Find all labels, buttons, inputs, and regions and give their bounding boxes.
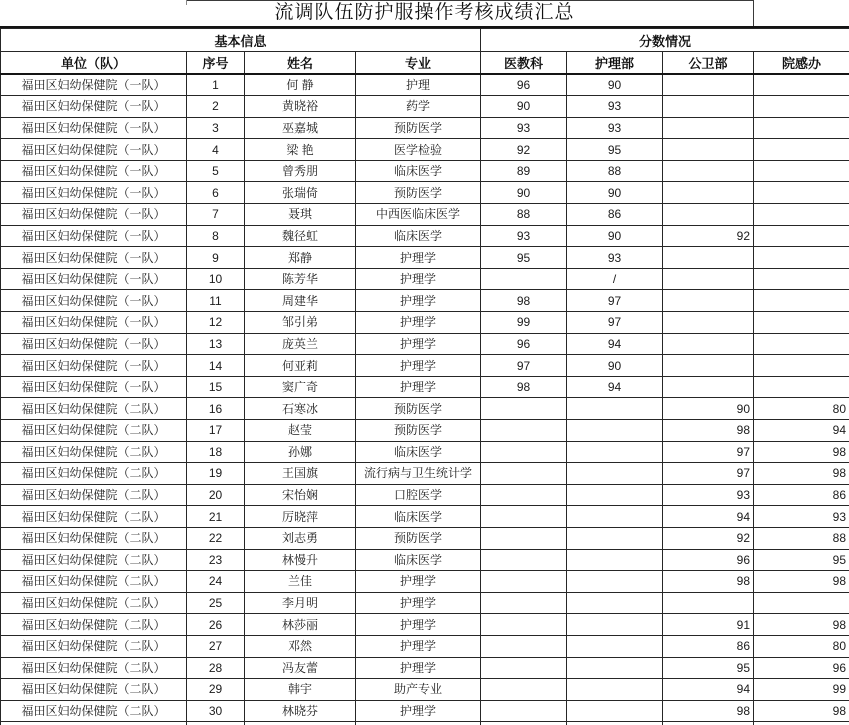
cell-hulibu[interactable] [567, 463, 663, 485]
cell-yuanganban[interactable] [754, 182, 849, 204]
cell-name[interactable]: 张瑞倚 [245, 182, 356, 204]
col-header-name: 姓名 [245, 52, 356, 75]
cell-unit[interactable]: 福田区妇幼保健院（一队） [1, 290, 187, 312]
cell-yuanganban[interactable] [754, 117, 849, 139]
cell-yijiaoke[interactable]: 96 [481, 333, 567, 355]
cell-yijiaoke[interactable] [481, 571, 567, 593]
cell-name[interactable]: 何 静 [245, 74, 356, 96]
cell-yuanganban[interactable] [754, 96, 849, 118]
cell-serial[interactable]: 24 [187, 571, 245, 593]
cell-unit[interactable]: 福田区妇幼保健院（二队） [1, 592, 187, 614]
cell-unit[interactable]: 福田区妇幼保健院（一队） [1, 96, 187, 118]
cell-hulibu[interactable] [567, 420, 663, 442]
cell-gongweibu[interactable] [663, 96, 754, 118]
cell-name[interactable]: 林晓芬 [245, 700, 356, 722]
cell-name[interactable]: 黄晓裕 [245, 96, 356, 118]
cell-gongweibu[interactable]: 92 [663, 527, 754, 549]
cell-yijiaoke[interactable]: 98 [481, 290, 567, 312]
cell-gongweibu[interactable] [663, 247, 754, 269]
cell-major[interactable]: 护理学 [356, 592, 481, 614]
cell-name[interactable]: 魏径虹 [245, 225, 356, 247]
cell-major[interactable]: 护理学 [356, 635, 481, 657]
cell-gongweibu[interactable] [663, 117, 754, 139]
cell-name[interactable]: 王国旗 [245, 463, 356, 485]
cell-gongweibu[interactable] [663, 74, 754, 96]
cell-gongweibu[interactable] [663, 182, 754, 204]
cell-gongweibu[interactable]: 91 [663, 614, 754, 636]
cell-name[interactable]: 曾秀朋 [245, 160, 356, 182]
cell-gongweibu[interactable]: 93 [663, 484, 754, 506]
cell-major[interactable]: 护理学 [356, 614, 481, 636]
table-row [1, 614, 849, 636]
table-row [1, 549, 849, 571]
cell-hulibu[interactable]: 90 [567, 74, 663, 96]
cell-yijiaoke[interactable] [481, 268, 567, 290]
cell-major[interactable]: 护理学 [356, 571, 481, 593]
column-header-row [1, 52, 849, 75]
cell-hulibu[interactable]: 93 [567, 247, 663, 269]
cell-gongweibu[interactable]: 90 [663, 398, 754, 420]
cell-serial[interactable]: 10 [187, 268, 245, 290]
cell-hulibu[interactable]: 94 [567, 376, 663, 398]
cell-yijiaoke[interactable] [481, 441, 567, 463]
cell-hulibu[interactable]: 94 [567, 333, 663, 355]
cell-yijiaoke[interactable]: 98 [481, 376, 567, 398]
cell-major[interactable]: 临床医学 [356, 506, 481, 528]
cell-yijiaoke[interactable] [481, 527, 567, 549]
cell-major[interactable]: 药学 [356, 96, 481, 118]
cell-unit[interactable]: 福田区妇幼保健院（一队） [1, 225, 187, 247]
cell-name[interactable]: 邓然 [245, 635, 356, 657]
cell-serial[interactable]: 30 [187, 700, 245, 722]
cell-gongweibu[interactable] [663, 204, 754, 226]
cell-hulibu[interactable] [567, 441, 663, 463]
cell-name[interactable]: 李月明 [245, 592, 356, 614]
cell-unit[interactable]: 福田区妇幼保健院（二队） [1, 614, 187, 636]
cell-unit[interactable]: 福田区妇幼保健院（一队） [1, 74, 187, 96]
cell-serial[interactable]: 22 [187, 527, 245, 549]
cell-yijiaoke[interactable]: 90 [481, 96, 567, 118]
cell-serial[interactable]: 28 [187, 657, 245, 679]
cell-major[interactable]: 护理 [356, 74, 481, 96]
table-row [1, 635, 849, 657]
cell-gongweibu[interactable]: 96 [663, 549, 754, 571]
cell-unit[interactable]: 福田区妇幼保健院（一队） [1, 376, 187, 398]
cell-gongweibu[interactable] [663, 355, 754, 377]
cell-gongweibu[interactable]: 86 [663, 635, 754, 657]
cell-serial[interactable]: 7 [187, 204, 245, 226]
cell-major[interactable]: 中西医临床医学 [356, 204, 481, 226]
table-row [1, 247, 849, 269]
cell-yijiaoke[interactable]: 93 [481, 225, 567, 247]
cell-yuanganban[interactable] [754, 268, 849, 290]
cell-hulibu[interactable]: / [567, 268, 663, 290]
table-row [1, 268, 849, 290]
table-row [1, 376, 849, 398]
cell-unit[interactable]: 福田区妇幼保健院（一队） [1, 160, 187, 182]
cell-hulibu[interactable]: 97 [567, 312, 663, 334]
cell-hulibu[interactable] [567, 484, 663, 506]
cell-gongweibu[interactable]: 94 [663, 506, 754, 528]
cell-hulibu[interactable]: 93 [567, 117, 663, 139]
cell-yijiaoke[interactable] [481, 700, 567, 722]
col-header-yuanganban: 院感办 [754, 52, 849, 75]
table-row [1, 592, 849, 614]
cell-yijiaoke[interactable]: 93 [481, 117, 567, 139]
cell-name[interactable]: 石寒冰 [245, 398, 356, 420]
cell-yuanganban[interactable]: 98 [754, 463, 849, 485]
table-row [1, 333, 849, 355]
table-row [1, 398, 849, 420]
cell-name[interactable]: 韩宇 [245, 679, 356, 701]
cell-gongweibu[interactable]: 97 [663, 441, 754, 463]
cell-name[interactable]: 宋怡娴 [245, 484, 356, 506]
cell-major[interactable]: 预防医学 [356, 117, 481, 139]
table-row [1, 657, 849, 679]
cell-major[interactable]: 护理学 [356, 247, 481, 269]
cell-gongweibu[interactable] [663, 312, 754, 334]
cell-gongweibu[interactable] [663, 592, 754, 614]
cell-name[interactable]: 何亚莉 [245, 355, 356, 377]
cell-major[interactable]: 预防医学 [356, 182, 481, 204]
cell-unit[interactable]: 福田区妇幼保健院（二队） [1, 463, 187, 485]
cell-name[interactable]: 梁 艳 [245, 139, 356, 161]
cell-gongweibu[interactable] [663, 268, 754, 290]
cell-hulibu[interactable]: 86 [567, 204, 663, 226]
cell-name[interactable]: 郑静 [245, 247, 356, 269]
cell-unit[interactable]: 福田区妇幼保健院（二队） [1, 420, 187, 442]
cell-yuanganban[interactable]: 98 [754, 571, 849, 593]
cell-serial[interactable]: 27 [187, 635, 245, 657]
cell-hulibu[interactable]: 97 [567, 290, 663, 312]
col-header-yijiaoke: 医教科 [481, 52, 567, 75]
cell-unit[interactable]: 福田区妇幼保健院（二队） [1, 657, 187, 679]
cell-hulibu[interactable] [567, 679, 663, 701]
page-title: 流调队伍防护服操作考核成绩汇总 [274, 2, 575, 23]
cell-hulibu[interactable] [567, 592, 663, 614]
cell-major[interactable]: 护理学 [356, 312, 481, 334]
cell-unit[interactable]: 福田区妇幼保健院（一队） [1, 117, 187, 139]
cell-name[interactable]: 厉晓萍 [245, 506, 356, 528]
cell-name[interactable]: 庞英兰 [245, 333, 356, 355]
cell-serial[interactable]: 14 [187, 355, 245, 377]
cell-hulibu[interactable] [567, 506, 663, 528]
cell-major[interactable]: 临床医学 [356, 441, 481, 463]
cell-serial[interactable]: 15 [187, 376, 245, 398]
cell-major[interactable]: 口腔医学 [356, 484, 481, 506]
cell-major[interactable]: 护理学 [356, 290, 481, 312]
cell-unit[interactable]: 福田区妇幼保健院（一队） [1, 139, 187, 161]
table-row [1, 484, 849, 506]
cell-unit[interactable]: 福田区妇幼保健院（二队） [1, 441, 187, 463]
cell-hulibu[interactable] [567, 614, 663, 636]
table-body [1, 74, 849, 725]
cell-gongweibu[interactable] [663, 139, 754, 161]
cell-yuanganban[interactable]: 93 [754, 506, 849, 528]
cell-yijiaoke[interactable]: 90 [481, 182, 567, 204]
cell-serial[interactable]: 23 [187, 549, 245, 571]
cell-serial[interactable]: 20 [187, 484, 245, 506]
cell-yuanganban[interactable]: 98 [754, 441, 849, 463]
cell-yijiaoke[interactable]: 92 [481, 139, 567, 161]
cell-gongweibu[interactable] [663, 290, 754, 312]
cell-yuanganban[interactable] [754, 290, 849, 312]
cell-major[interactable]: 临床医学 [356, 549, 481, 571]
cell-yuanganban[interactable]: 95 [754, 549, 849, 571]
cell-yuanganban[interactable] [754, 312, 849, 334]
cell-hulibu[interactable]: 88 [567, 160, 663, 182]
cell-yijiaoke[interactable]: 97 [481, 355, 567, 377]
cell-yijiaoke[interactable] [481, 420, 567, 442]
cell-serial[interactable]: 4 [187, 139, 245, 161]
cell-yuanganban[interactable] [754, 225, 849, 247]
table-row [1, 182, 849, 204]
cell-yijiaoke[interactable] [481, 506, 567, 528]
table-row [1, 139, 849, 161]
cell-unit[interactable]: 福田区妇幼保健院（二队） [1, 527, 187, 549]
cell-hulibu[interactable] [567, 398, 663, 420]
cell-serial[interactable]: 25 [187, 592, 245, 614]
table-row [1, 225, 849, 247]
cell-yuanganban[interactable]: 80 [754, 398, 849, 420]
cell-unit[interactable]: 福田区妇幼保健院（二队） [1, 398, 187, 420]
cell-gongweibu[interactable]: 94 [663, 679, 754, 701]
cell-major[interactable]: 护理学 [356, 355, 481, 377]
cell-major[interactable]: 护理学 [356, 376, 481, 398]
cell-serial[interactable]: 26 [187, 614, 245, 636]
table-row [1, 74, 849, 96]
cell-name[interactable]: 聂琪 [245, 204, 356, 226]
cell-serial[interactable]: 2 [187, 96, 245, 118]
cell-yijiaoke[interactable] [481, 463, 567, 485]
cell-serial[interactable]: 9 [187, 247, 245, 269]
cell-yijiaoke[interactable]: 96 [481, 74, 567, 96]
cell-serial[interactable]: 19 [187, 463, 245, 485]
cell-major[interactable]: 护理学 [356, 333, 481, 355]
col-header-hulibu: 护理部 [567, 52, 663, 75]
cell-yuanganban[interactable] [754, 355, 849, 377]
cell-unit[interactable]: 福田区妇幼保健院（二队） [1, 549, 187, 571]
cell-name[interactable]: 赵莹 [245, 420, 356, 442]
cell-hulibu[interactable] [567, 700, 663, 722]
cell-yuanganban[interactable] [754, 247, 849, 269]
cell-hulibu[interactable] [567, 571, 663, 593]
col-header-gongweibu: 公卫部 [663, 52, 754, 75]
col-header-unit: 单位（队） [1, 52, 187, 75]
cell-yuanganban[interactable]: 86 [754, 484, 849, 506]
cell-unit[interactable]: 福田区妇幼保健院（二队） [1, 484, 187, 506]
cell-serial[interactable]: 16 [187, 398, 245, 420]
cell-major[interactable]: 流行病与卫生统计学 [356, 463, 481, 485]
cell-hulibu[interactable] [567, 657, 663, 679]
title-bar [0, 0, 849, 28]
table-row [1, 527, 849, 549]
cell-name[interactable]: 刘志勇 [245, 527, 356, 549]
cell-major[interactable]: 预防医学 [356, 527, 481, 549]
cell-unit[interactable]: 福田区妇幼保健院（一队） [1, 182, 187, 204]
table-row [1, 290, 849, 312]
table-row [1, 96, 849, 118]
cell-unit[interactable]: 福田区妇幼保健院（一队） [1, 333, 187, 355]
cell-name[interactable]: 林慢升 [245, 549, 356, 571]
cell-name[interactable]: 孙娜 [245, 441, 356, 463]
cell-yijiaoke[interactable] [481, 398, 567, 420]
cell-name[interactable]: 林莎丽 [245, 614, 356, 636]
cell-name[interactable]: 兰佳 [245, 571, 356, 593]
cell-yuanganban[interactable]: 98 [754, 614, 849, 636]
table-row [1, 117, 849, 139]
cell-name[interactable]: 周建华 [245, 290, 356, 312]
cell-gongweibu[interactable] [663, 376, 754, 398]
cell-yuanganban[interactable]: 98 [754, 700, 849, 722]
group-header-row [1, 29, 849, 52]
cell-major[interactable]: 临床医学 [356, 160, 481, 182]
cell-major[interactable]: 护理学 [356, 657, 481, 679]
cell-major[interactable]: 预防医学 [356, 398, 481, 420]
cell-unit[interactable]: 福田区妇幼保健院（二队） [1, 679, 187, 701]
cell-gongweibu[interactable]: 98 [663, 700, 754, 722]
cell-yijiaoke[interactable]: 95 [481, 247, 567, 269]
cell-hulibu[interactable] [567, 527, 663, 549]
cell-hulibu[interactable] [567, 635, 663, 657]
cell-yijiaoke[interactable] [481, 657, 567, 679]
cell-gongweibu[interactable]: 95 [663, 657, 754, 679]
cell-name[interactable]: 邹引弟 [245, 312, 356, 334]
cell-serial[interactable]: 18 [187, 441, 245, 463]
cell-unit[interactable]: 福田区妇幼保健院（二队） [1, 571, 187, 593]
table-row [1, 571, 849, 593]
table-row [1, 312, 849, 334]
cell-serial[interactable]: 29 [187, 679, 245, 701]
cell-serial[interactable]: 3 [187, 117, 245, 139]
cell-unit[interactable]: 福田区妇幼保健院（二队） [1, 635, 187, 657]
cell-major[interactable]: 医学检验 [356, 139, 481, 161]
cell-gongweibu[interactable]: 98 [663, 420, 754, 442]
table-row [1, 355, 849, 377]
cell-gongweibu[interactable]: 98 [663, 571, 754, 593]
cell-unit[interactable]: 福田区妇幼保健院（一队） [1, 204, 187, 226]
cell-yuanganban[interactable]: 80 [754, 635, 849, 657]
cell-serial[interactable]: 17 [187, 420, 245, 442]
cell-major[interactable]: 助产专业 [356, 679, 481, 701]
cell-yuanganban[interactable]: 99 [754, 679, 849, 701]
cell-serial[interactable]: 6 [187, 182, 245, 204]
cell-major[interactable]: 预防医学 [356, 420, 481, 442]
score-table [0, 28, 849, 725]
cell-yuanganban[interactable] [754, 204, 849, 226]
cell-serial[interactable]: 1 [187, 74, 245, 96]
cell-unit[interactable]: 福田区妇幼保健院（一队） [1, 247, 187, 269]
cell-yuanganban[interactable] [754, 333, 849, 355]
table-row [1, 506, 849, 528]
cell-serial[interactable]: 5 [187, 160, 245, 182]
cell-gongweibu[interactable]: 97 [663, 463, 754, 485]
cell-major[interactable]: 临床医学 [356, 225, 481, 247]
cell-yuanganban[interactable]: 96 [754, 657, 849, 679]
group-header-scores: 分数情况 [481, 29, 849, 52]
cell-hulibu[interactable]: 90 [567, 182, 663, 204]
cell-serial[interactable]: 21 [187, 506, 245, 528]
table-row [1, 204, 849, 226]
cell-name[interactable]: 冯友蕾 [245, 657, 356, 679]
cell-serial[interactable]: 12 [187, 312, 245, 334]
cell-yijiaoke[interactable] [481, 549, 567, 571]
group-header-basic-info: 基本信息 [1, 29, 481, 52]
cell-yijiaoke[interactable] [481, 635, 567, 657]
cell-yuanganban[interactable] [754, 376, 849, 398]
table-row [1, 700, 849, 722]
cell-gongweibu[interactable]: 92 [663, 225, 754, 247]
cell-hulibu[interactable]: 93 [567, 96, 663, 118]
table-row [1, 679, 849, 701]
cell-yuanganban[interactable] [754, 160, 849, 182]
cell-yuanganban[interactable] [754, 592, 849, 614]
cell-serial[interactable]: 8 [187, 225, 245, 247]
table-row [1, 160, 849, 182]
cell-serial[interactable]: 11 [187, 290, 245, 312]
cell-unit[interactable]: 福田区妇幼保健院（一队） [1, 355, 187, 377]
cell-serial[interactable]: 13 [187, 333, 245, 355]
col-header-major: 专业 [356, 52, 481, 75]
cell-yijiaoke[interactable]: 99 [481, 312, 567, 334]
cell-name[interactable]: 陈芳华 [245, 268, 356, 290]
table-row [1, 441, 849, 463]
cell-yuanganban[interactable]: 88 [754, 527, 849, 549]
cell-yuanganban[interactable] [754, 139, 849, 161]
cell-gongweibu[interactable] [663, 333, 754, 355]
cell-yijiaoke[interactable] [481, 484, 567, 506]
cell-yijiaoke[interactable] [481, 679, 567, 701]
cell-name[interactable]: 窦广奇 [245, 376, 356, 398]
cell-unit[interactable]: 福田区妇幼保健院（一队） [1, 268, 187, 290]
cell-hulibu[interactable] [567, 549, 663, 571]
cell-hulibu[interactable]: 90 [567, 355, 663, 377]
cell-major[interactable]: 护理学 [356, 268, 481, 290]
cell-yijiaoke[interactable] [481, 592, 567, 614]
cell-yuanganban[interactable]: 94 [754, 420, 849, 442]
cell-yijiaoke[interactable]: 89 [481, 160, 567, 182]
cell-name[interactable]: 巫嘉城 [245, 117, 356, 139]
cell-yijiaoke[interactable] [481, 614, 567, 636]
table-row [1, 420, 849, 442]
cell-unit[interactable]: 福田区妇幼保健院（二队） [1, 506, 187, 528]
cell-yijiaoke[interactable]: 88 [481, 204, 567, 226]
cell-hulibu[interactable]: 90 [567, 225, 663, 247]
cell-unit[interactable]: 福田区妇幼保健院（二队） [1, 700, 187, 722]
cell-major[interactable]: 护理学 [356, 700, 481, 722]
cell-unit[interactable]: 福田区妇幼保健院（一队） [1, 312, 187, 334]
table-row [1, 463, 849, 485]
col-header-serial: 序号 [187, 52, 245, 75]
cell-gongweibu[interactable] [663, 160, 754, 182]
cell-yuanganban[interactable] [754, 74, 849, 96]
cell-hulibu[interactable]: 95 [567, 139, 663, 161]
